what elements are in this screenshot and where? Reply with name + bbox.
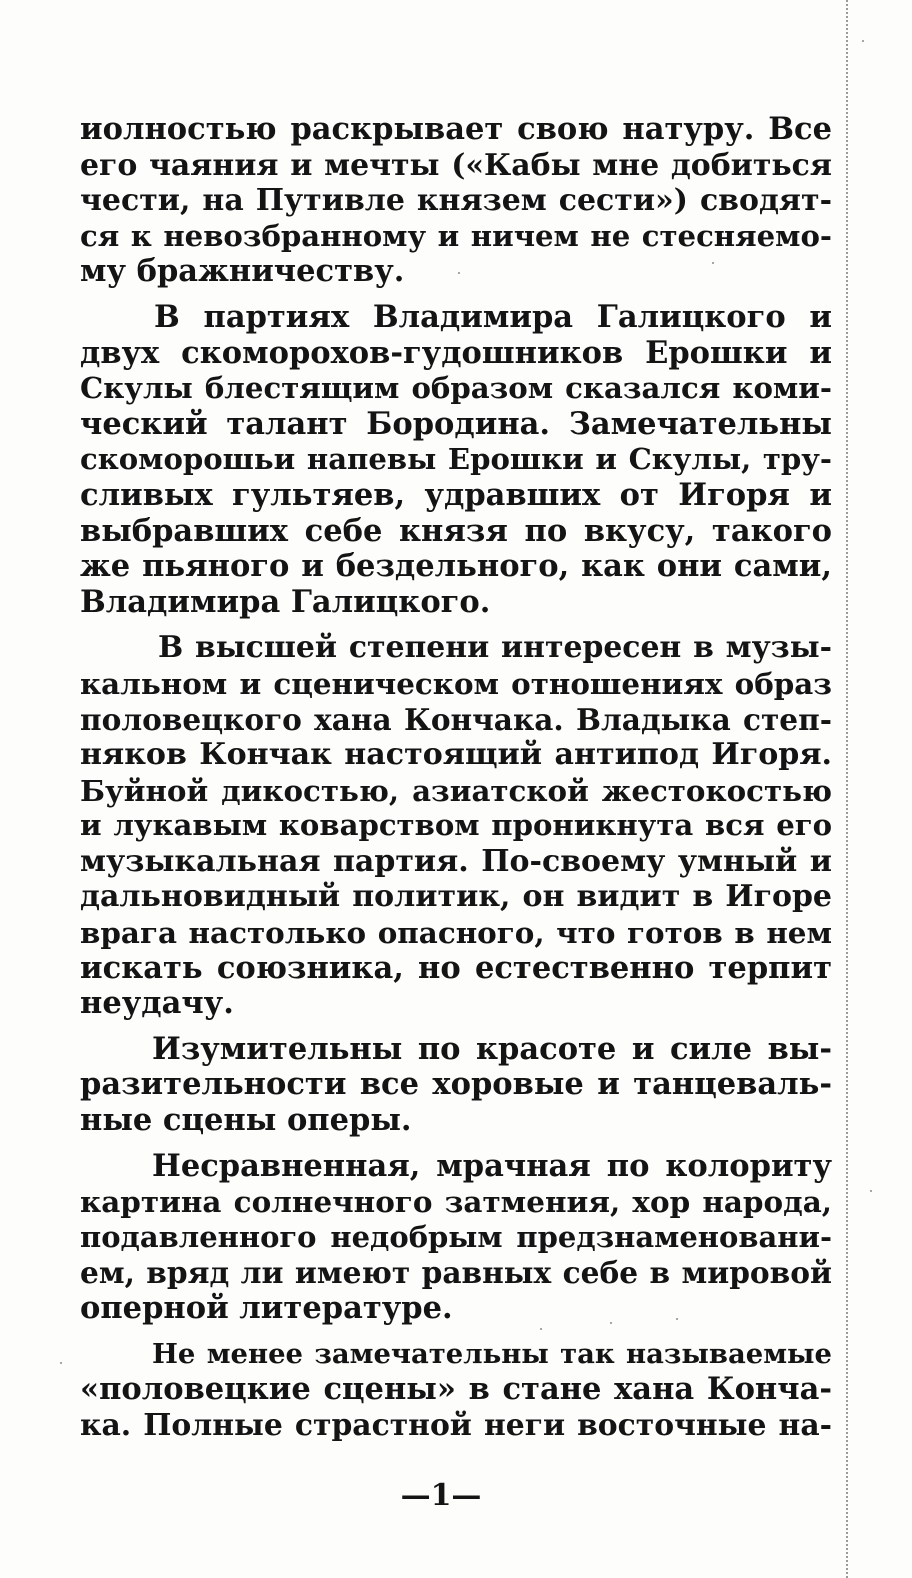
text-line: чести, на Путивле князем сести») сводят- (80, 183, 832, 219)
text-line: няков Кончак настоящий антипод Игоря. (80, 737, 832, 773)
text-line: неудачу. (80, 985, 234, 1022)
paragraph-2 (80, 300, 832, 620)
text-line: его чаяния и мечты («Кабы мне добиться (80, 147, 832, 183)
page-number: —1— (400, 1478, 482, 1513)
print-speck (540, 1328, 542, 1330)
paragraph-1 (80, 112, 832, 290)
text-line: кальном и сценическом отношениях образ (80, 665, 832, 701)
text-line: Скулы блестящим образом сказался коми- (80, 371, 832, 406)
body-text (80, 112, 832, 1443)
text-line: В партиях Владимира Галицкого и (154, 298, 832, 335)
paragraph-5 (80, 1149, 832, 1327)
text-line: оперной литературе. (80, 1290, 453, 1326)
text-line: половецкого хана Кончака. Владыка степ- (80, 701, 832, 737)
text-line: ем, вряд ли имеют равных себе в мировой (80, 1255, 832, 1291)
text-line: выбравших себе князя по вкусу, такого (80, 512, 832, 549)
print-speck (60, 1362, 62, 1364)
text-line: ка. Полные страстной неги восточные на- (80, 1407, 832, 1443)
text-line: сливых гультяев, удравших от Игоря и (80, 476, 832, 513)
text-line: Буйной дикостью, азиатской жестокостью (80, 772, 832, 808)
text-line: картина солнечного затмения, хор народа, (80, 1184, 832, 1220)
text-line: ные сцены оперы. (80, 1102, 412, 1139)
text-line: В высшей степени интересен в музы- (158, 630, 832, 666)
text-line: дальновидный политик, он видит в Игоре (80, 879, 832, 915)
text-line: скоморошьи напевы Ерошки и Скулы, тру- (80, 442, 832, 477)
text-line: иолностью раскрывает свою натуру. Все (80, 111, 832, 147)
text-line: Несравненная, мрачная по колориту (152, 1147, 832, 1184)
text-line: врага настолько опасного, что готов в нем (80, 915, 832, 951)
text-line: му бражничеству. (80, 253, 405, 290)
text-line: подавленного недобрым предзнаменовани- (80, 1219, 832, 1254)
text-line: ческий талант Бородина. Замечательны (80, 405, 832, 442)
text-line: разительности все хоровые и танцеваль- (80, 1066, 832, 1103)
print-speck (610, 1322, 612, 1324)
print-speck (712, 262, 714, 264)
page-edge-line (846, 0, 848, 1578)
paragraph-6 (80, 1337, 832, 1444)
paragraph-4 (80, 1032, 832, 1139)
text-line: музыкальная партия. По-своему умный и (80, 843, 832, 879)
text-line: Изумительны по красоте и силе вы- (152, 1030, 832, 1067)
text-line: «половецкие сцены» в стане хана Конча- (80, 1371, 832, 1408)
text-line: искать союзника, но естественно терпит (80, 949, 832, 986)
text-line: и лукавым коварством проникнута вся его (80, 808, 832, 843)
print-speck (870, 1190, 872, 1192)
text-line: ся к невозбранному и ничем не стесняемо- (80, 218, 832, 253)
text-line: же пьяного и бездельного, как они сами, (80, 548, 832, 585)
print-speck (862, 40, 864, 42)
text-line: Владимира Галицкого. (80, 583, 491, 620)
text-line: Не менее замечательны так называемые (152, 1337, 832, 1370)
print-speck (458, 272, 460, 274)
paragraph-3 (80, 630, 832, 1022)
text-line: двух скоморохов-гудошников Ерошки и (80, 334, 832, 371)
print-speck (676, 1318, 678, 1320)
